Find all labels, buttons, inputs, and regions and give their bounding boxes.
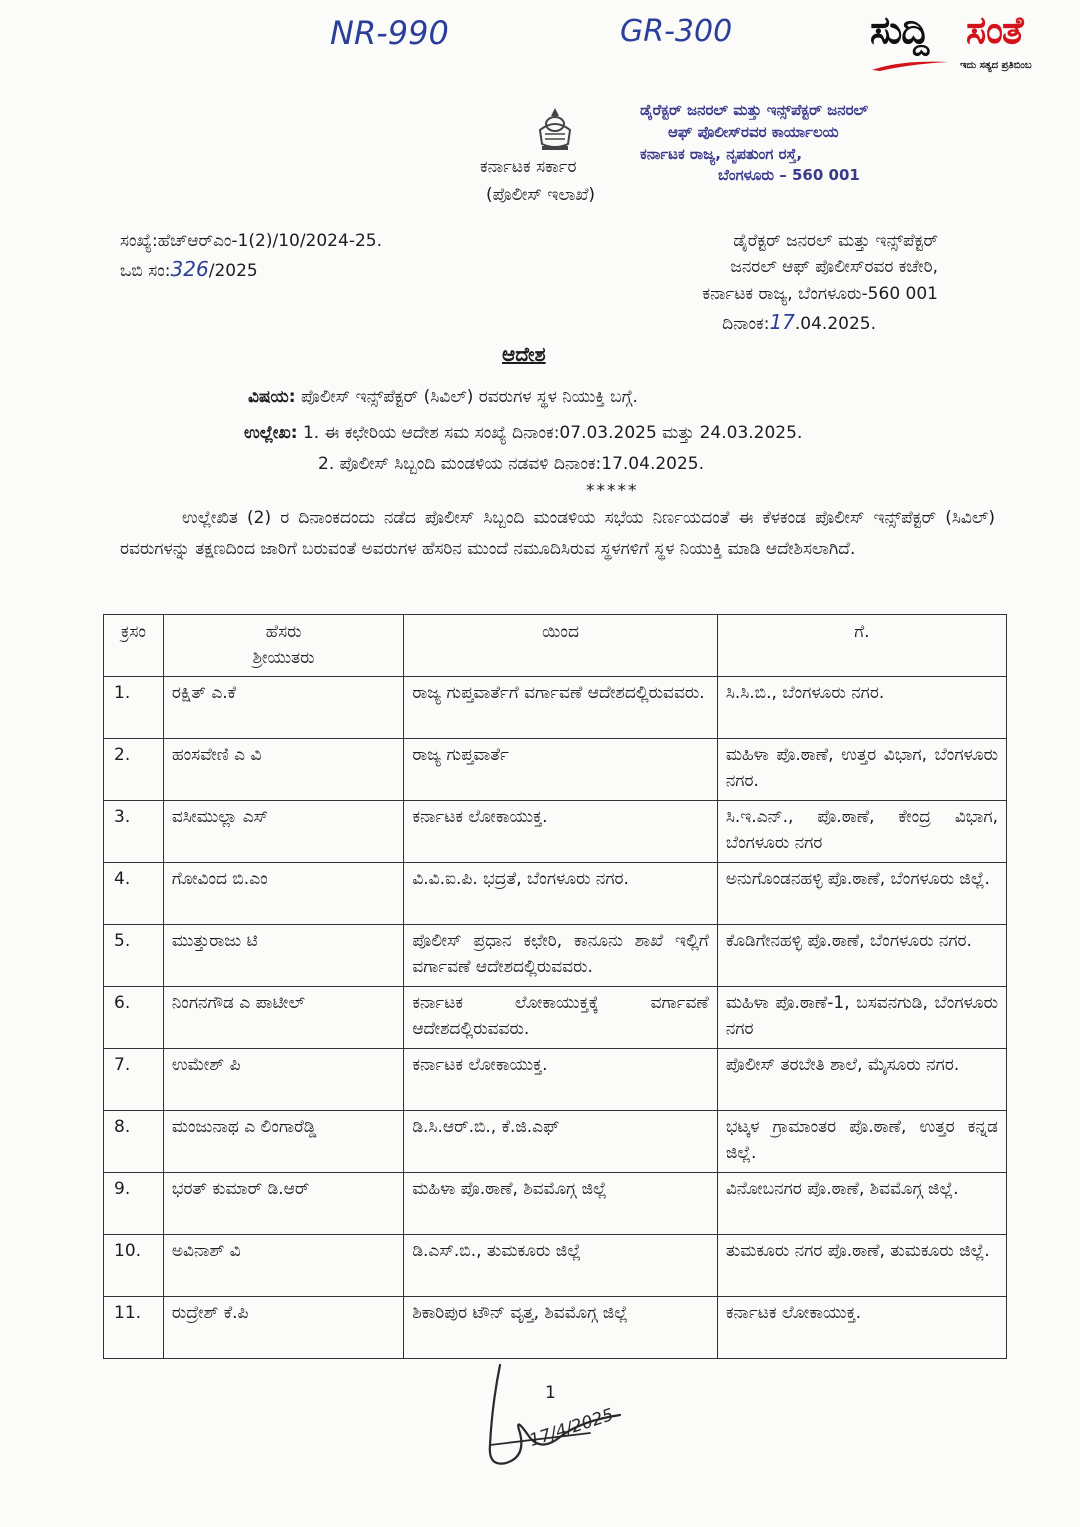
office-address (620, 228, 938, 338)
from-cell: ರಾಜ್ಯ ಗುಪ್ತವಾರ್ತೆಗೆ ವರ್ಗಾವಣೆ ಆದೇಶದಲ್ಲಿರುವವರು. (404, 676, 718, 738)
handwritten-gr: GR-300 (620, 14, 733, 49)
ob-number (120, 254, 258, 285)
serial-cell: 7. (104, 1048, 164, 1110)
from-cell: ಕರ್ನಾಟಕ ಲೋಕಾಯುಕ್ತ. (404, 800, 718, 862)
from-cell: ವಿ.ವಿ.ಐ.ಪಿ. ಭದ್ರತೆ, ಬೆಂಗಳೂರು ನಗರ. (404, 862, 718, 924)
stamp-line: ಆಫ್ ಪೊಲೀಸ್‌ರವರ ಕಾರ್ಯಾಲಯ (668, 122, 839, 141)
department-name: (ಪೊಲೀಸ್ ಇಲಾಖೆ) (486, 185, 596, 205)
from-cell: ಕರ್ನಾಟಕ ಲೋಕಾಯುಕ್ತಕ್ಕೆ ವರ್ಗಾವಣೆ ಆದೇಶದಲ್ಲಿರುವವರು. (404, 986, 718, 1048)
to-cell: ಕೊಡಿಗೇನಹಳ್ಳಿ ಪೊ.ಠಾಣೆ, ಬೆಂಗಳೂರು ನಗರ. (717, 924, 1006, 986)
subject-text: ಪೊಲೀಸ್ ಇನ್ಸ್‌ಪೆಕ್ಟರ್ (ಸಿವಿಲ್) ರವರುಗಳ ಸ್ಥಳ ನಿಯುಕ್ತಿ ಬಗ್ಗೆ. (300, 387, 638, 407)
date-suffix: .04.2025. (794, 314, 876, 335)
from-cell: ಶಿಕಾರಿಪುರ ಟೌನ್ ವೃತ್ತ, ಶಿವಮೊಗ್ಗ ಜಿಲ್ಲೆ (404, 1296, 718, 1358)
table-row (104, 862, 1007, 924)
serial-cell: 5. (104, 924, 164, 986)
to-cell: ಮಹಿಳಾ ಪೊ.ಠಾಣೆ, ಉತ್ತರ ವಿಭಾಗ, ಬೆಂಗಳೂರು ನಗರ. (717, 738, 1006, 800)
handwritten-nr: NR-990 (330, 14, 449, 52)
to-cell: ತುಮಕೂರು ನಗರ ಪೊ.ಠಾಣೆ, ತುಮಕೂರು ಜಿಲ್ಲೆ. (717, 1234, 1006, 1296)
to-cell: ಮಹಿಳಾ ಪೊ.ಠಾಣೆ-1, ಬಸವನಗುಡಿ, ಬೆಂಗಳೂರು ನಗರ (717, 986, 1006, 1048)
table-row (104, 1110, 1007, 1172)
table-row (104, 676, 1007, 738)
name-cell: ಗೋವಿಂದ ಬಿ.ಎಂ (163, 862, 403, 924)
ob-number-suffix: /2025 (208, 261, 258, 281)
office-line: ಜನರಲ್ ಆಫ್ ಪೊಲೀಸ್‌ರವರ ಕಚೇರಿ, (730, 257, 938, 278)
serial-cell: 11. (104, 1296, 164, 1358)
date-day-handwritten: 17 (769, 310, 795, 335)
government-name: ಕರ್ನಾಟಕ ಸರ್ಕಾರ (480, 157, 577, 177)
from-cell: ಪೊಲೀಸ್ ಪ್ರಧಾನ ಕಛೇರಿ, ಕಾನೂನು ಶಾಖೆ ಇಲ್ಲಿಗೆ ವರ್ಗಾವಣೆ ಆದೇಶದಲ್ಲಿರುವವರು. (404, 924, 718, 986)
table-row (104, 800, 1007, 862)
to-cell: ಕರ್ನಾಟಕ ಲೋಕಾಯುಕ್ತ. (717, 1296, 1006, 1358)
office-line: ಕರ್ನಾಟಕ ರಾಜ್ಯ, ಬೆಂಗಳೂರು-560 001 (702, 283, 938, 304)
serial-cell: 2. (104, 738, 164, 800)
logo-swoosh-icon (870, 58, 950, 72)
to-cell: ಸಿ.ಸಿ.ಬಿ., ಬೆಂಗಳೂರು ನಗರ. (717, 676, 1006, 738)
stamp-line: ಬೆಂಗಳೂರು – 560 001 (718, 166, 860, 185)
name-cell: ರಕ್ಷಿತ್ ಎ.ಕೆ (163, 676, 403, 738)
signature-icon (470, 1345, 640, 1475)
table-header-row (104, 615, 1007, 677)
from-cell: ಡಿ.ಎಸ್.ಬಿ., ತುಮಕೂರು ಜಿಲ್ಲೆ (404, 1234, 718, 1296)
from-cell: ಕರ್ನಾಟಕ ಲೋಕಾಯುಕ್ತ. (404, 1048, 718, 1110)
serial-cell: 9. (104, 1172, 164, 1234)
header-name-line1: ಹೆಸರು (265, 622, 302, 642)
reference-2: 2. ಪೊಲೀಸ್ ಸಿಬ್ಬಂದಿ ಮಂಡಳಿಯ ನಡವಳಿ ದಿನಾಂಕ:17.04.2025. (318, 454, 705, 474)
header-serial: ಕ್ರಸಂ (104, 615, 164, 677)
name-cell: ಉಮೇಶ್ ಪಿ (163, 1048, 403, 1110)
stamp-line: ಕರ್ನಾಟಕ ರಾಜ್ಯ, ನೃಪತುಂಗ ರಸ್ತೆ, (640, 144, 803, 163)
signature-date: 17/4/2025 (527, 1405, 617, 1451)
table-row (104, 1234, 1007, 1296)
header-name (163, 615, 403, 677)
to-cell: ಅನುಗೊಂಡನಹಳ್ಳಿ ಪೊ.ಠಾಣೆ, ಬೆಂಗಳೂರು ಜಿಲ್ಲೆ. (717, 862, 1006, 924)
state-emblem-icon (530, 104, 580, 154)
from-cell: ಮಹಿಳಾ ಪೊ.ಠಾಣೆ, ಶಿವಮೊಗ್ಗ ಜಿಲ್ಲೆ (404, 1172, 718, 1234)
name-cell: ಹಂಸವೇಣಿ ಎ ವಿ (163, 738, 403, 800)
from-cell: ರಾಜ್ಯ ಗುಪ್ತವಾರ್ತೆ (404, 738, 718, 800)
name-cell: ವಸೀಮುಲ್ಲಾ ಎಸ್ (163, 800, 403, 862)
name-cell: ರುದ್ರೇಶ್ ಕೆ.ಪಿ (163, 1296, 403, 1358)
to-cell: ಪೊಲೀಸ್ ತರಬೇತಿ ಶಾಲೆ, ಮೈಸೂರು ನಗರ. (717, 1048, 1006, 1110)
page-number: 1 (545, 1383, 556, 1403)
table-row (104, 986, 1007, 1048)
name-cell: ಭರತ್ ಕುಮಾರ್ ಡಿ.ಆರ್ (163, 1172, 403, 1234)
ob-number-handwritten: 326 (170, 257, 209, 281)
suddi-sante-logo (862, 8, 1072, 80)
to-cell: ವಿನೋಬನಗರ ಪೊ.ಠಾಣೆ, ಶಿವಮೊಗ್ಗ ಜಿಲ್ಲೆ. (717, 1172, 1006, 1234)
office-stamp (640, 100, 985, 187)
name-cell: ನಿಂಗನಗೌಡ ಎ ಪಾಟೀಲ್ (163, 986, 403, 1048)
order-date (620, 307, 938, 338)
name-cell: ಮುತ್ತುರಾಜು ಟಿ (163, 924, 403, 986)
reference-line-1 (244, 420, 802, 446)
serial-cell: 6. (104, 986, 164, 1048)
table-row (104, 1048, 1007, 1110)
to-cell: ಸಿ.ಇ.ಎನ್., ಪೊ.ಠಾಣೆ, ಕೇಂದ್ರ ವಿಭಾಗ, ಬೆಂಗಳೂರು ನಗರ (717, 800, 1006, 862)
subject-label: ವಿಷಯ: (248, 387, 296, 407)
order-title: ಆದೇಶ (502, 342, 546, 366)
ob-number-prefix: ಒಬಿ ಸಂ: (120, 261, 171, 281)
table-row (104, 738, 1007, 800)
table-row (104, 924, 1007, 986)
table-row (104, 1172, 1007, 1234)
reference-label: ಉಲ್ಲೇಖ: (244, 423, 298, 443)
logo-word-red: ಸಂತೆ (966, 8, 1023, 52)
logo-tagline: ಇದು ಸತ್ಯದ ಪ್ರತಿಬಿಂಬ (960, 60, 1032, 71)
from-cell: ಡಿ.ಸಿ.ಆರ್.ಬಿ., ಕೆ.ಜಿ.ಎಫ್ (404, 1110, 718, 1172)
office-line: ಡೈರೆಕ್ಟರ್ ಜನರಲ್ ಮತ್ತು ಇನ್ಸ್‌ಪೆಕ್ಟರ್ (733, 231, 938, 251)
header-from: ಯಿಂದ (404, 615, 718, 677)
serial-cell: 4. (104, 862, 164, 924)
header-to: ಗೆ. (717, 615, 1006, 677)
serial-cell: 1. (104, 676, 164, 738)
serial-cell: 3. (104, 800, 164, 862)
name-cell: ಮಂಜುನಾಥ ಎ ಲಿಂಗಾರೆಡ್ಡಿ (163, 1110, 403, 1172)
to-cell: ಭಟ್ಕಳ ಗ್ರಾಮಾಂತರ ಪೊ.ಠಾಣೆ, ಉತ್ತರ ಕನ್ನಡ ಜಿಲ್ಲೆ. (717, 1110, 1006, 1172)
header-name-line2: ಶ್ರೀಯುತರು (252, 648, 315, 669)
date-prefix: ದಿನಾಂಕ: (722, 314, 770, 335)
subject-line (248, 384, 638, 410)
reference-number: ಸಂಖ್ಯೆ:ಹೆಚ್‌ಆರ್‌ಎಂ-1(2)/10/2024-25. (120, 231, 382, 251)
name-cell: ಅವಿನಾಶ್ ವಿ (163, 1234, 403, 1296)
reference-1: 1. ಈ ಕಛೇರಿಯ ಆದೇಶ ಸಮ ಸಂಖ್ಯೆ ದಿನಾಂಕ:07.03.2025 ಮತ್ತು 24.03.2025. (302, 423, 803, 443)
serial-cell: 8. (104, 1110, 164, 1172)
stamp-line: ಡೈರೆಕ್ಟರ್ ಜನರಲ್ ಮತ್ತು ಇನ್ಸ್‌ಪೆಕ್ಟರ್ ಜನರಲ್ (640, 101, 869, 119)
separator-stars: ***** (586, 481, 639, 501)
serial-cell: 10. (104, 1234, 164, 1296)
logo-word-black: ಸುದ್ದಿ (870, 8, 929, 52)
transfer-table (103, 614, 1007, 1359)
order-body-paragraph: ಉಲ್ಲೇಖಿತ (2) ರ ದಿನಾಂಕದಂದು ನಡೆದ ಪೊಲೀಸ್ ಸಿಬ್ಬಂದಿ ಮಂಡಳಿಯ ಸಭೆಯ ನಿರ್ಣಯದಂತೆ ಈ ಕೆಳಕಂಡ ಪೊಲೀಸ್ ಇನ್ಸ್‌ಪೆಕ್ಟರ್ (ಸಿವಿಲ್) ರವರುಗಳನ್ನು ತಕ್ಷಣದಿಂದ ಜಾರಿಗೆ ಬರುವಂತೆ ಅವರುಗಳ ಹೆಸರಿನ ಮುಂದೆ ನಮೂದಿಸಿರುವ ಸ್ಥಳಗಳಿಗೆ ಸ್ಥಳ ನಿಯುಕ್ತಿ ಮಾಡಿ ಆದೇಶಿಸಲಾಗಿದೆ. (120, 508, 995, 560)
